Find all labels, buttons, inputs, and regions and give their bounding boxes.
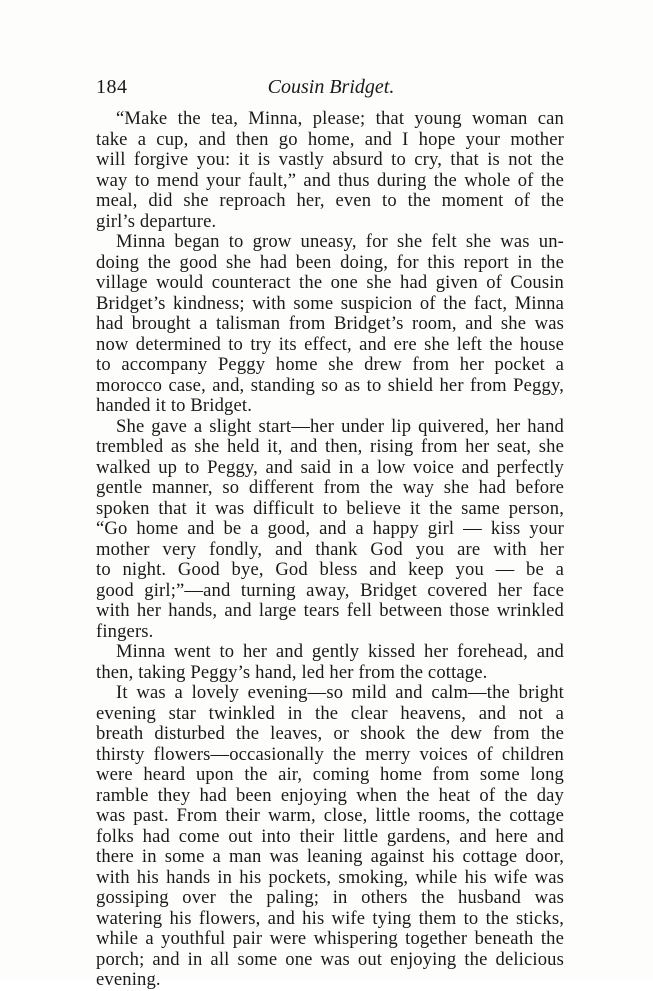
text-line: watering his flowers, and his wife tying them to the sticks, bbox=[96, 907, 564, 929]
text-line: was past. From their warm, close, little rooms, the cottage bbox=[96, 805, 564, 826]
text-line: good girl;”—and turning away, Bridget covered her face bbox=[96, 579, 564, 601]
text-line: then, taking Peggy’s hand, led her from the cottage. bbox=[96, 661, 488, 683]
text-line: ramble they had been enjoying when the heat of the day bbox=[96, 784, 564, 806]
text-line: gentle manner, so different from the way she had before bbox=[96, 477, 564, 498]
text-line: morocco case, and, standing so as to shield her from Peggy, bbox=[96, 374, 564, 396]
running-head bbox=[96, 76, 566, 104]
text-line: evening. bbox=[96, 969, 161, 990]
text-line: to night. Good bye, God bless and keep you — be a bbox=[96, 559, 564, 580]
paragraph-first-line: “Make the tea, Minna, please; that young woman can bbox=[116, 108, 564, 129]
text-line: evening star twinkled in the clear heavens, and not a bbox=[96, 702, 564, 724]
text-line: porch; and in all some one was out enjoying the delicious bbox=[96, 948, 564, 970]
text-line: will forgive you: it is vastly absurd to cry, that is not the bbox=[96, 149, 564, 170]
paragraph-first-line: Minna began to grow uneasy, for she felt she was un- bbox=[116, 231, 564, 252]
paragraph-first-line: It was a lovely evening—so mild and calm—the bright bbox=[116, 682, 564, 703]
text-line: to accompany Peggy home she drew from her pocket a bbox=[96, 354, 564, 375]
page-number: 184 bbox=[96, 76, 128, 98]
text-line: Bridget’s kindness; with some suspicion of the fact, Minna bbox=[96, 292, 564, 314]
text-line: doing the good she had been doing, for this report in the bbox=[96, 251, 564, 273]
text-line: breath disturbed the leaves, or shook the dew from the bbox=[96, 723, 564, 744]
text-line: now determined to try its effect, and ere she left the house bbox=[96, 333, 564, 355]
text-line: village would counteract the one she had given of Cousin bbox=[96, 272, 564, 293]
text-line: fingers. bbox=[96, 620, 154, 642]
text-line: with her hands, and large tears fell between those wrinkled bbox=[96, 600, 564, 621]
text-line: girl’s departure. bbox=[96, 210, 217, 232]
text-line: while a youthful pair were whispering together beneath the bbox=[96, 928, 564, 949]
text-line: handed it to Bridget. bbox=[96, 395, 253, 416]
text-line: mother very fondly, and thank God you are with her bbox=[96, 538, 564, 560]
text-line: were heard upon the air, coming home from some long bbox=[96, 764, 564, 785]
paragraph-first-line: Minna went to her and gently kissed her forehead, and bbox=[116, 641, 564, 662]
text-line: way to mend your fault,” and thus during the whole of the bbox=[96, 169, 564, 191]
text-line: meal, did she reproach her, even to the moment of the bbox=[96, 190, 564, 211]
text-line: there in some a man was leaning against his cottage door, bbox=[96, 846, 564, 867]
text-line: thirsty flowers—occasionally the merry voices of children bbox=[96, 743, 564, 765]
text-line: folks had come out into their little gardens, and here and bbox=[96, 825, 564, 847]
text-line: “Go home and be a good, and a happy girl — kiss your bbox=[96, 518, 564, 539]
text-line: spoken that it was difficult to believe it the same person, bbox=[96, 497, 564, 519]
paragraph-first-line: She gave a slight start—her under lip quivered, her hand bbox=[116, 415, 564, 437]
body-text bbox=[96, 109, 564, 991]
text-line: with his hands in his pockets, smoking, while his wife was bbox=[96, 866, 564, 888]
text-line: walked up to Peggy, and said in a low voice and perfectly bbox=[96, 456, 564, 478]
running-title: Cousin Bridget. bbox=[267, 76, 395, 98]
text-line: gossiping over the paling; in others the husband was bbox=[96, 887, 564, 908]
text-line: take a cup, and then go home, and I hope your mother bbox=[96, 128, 564, 150]
text-line: trembled as she held it, and then, rising from her seat, she bbox=[96, 436, 564, 457]
text-line: had brought a talisman from Bridget’s room, and she was bbox=[96, 313, 564, 334]
